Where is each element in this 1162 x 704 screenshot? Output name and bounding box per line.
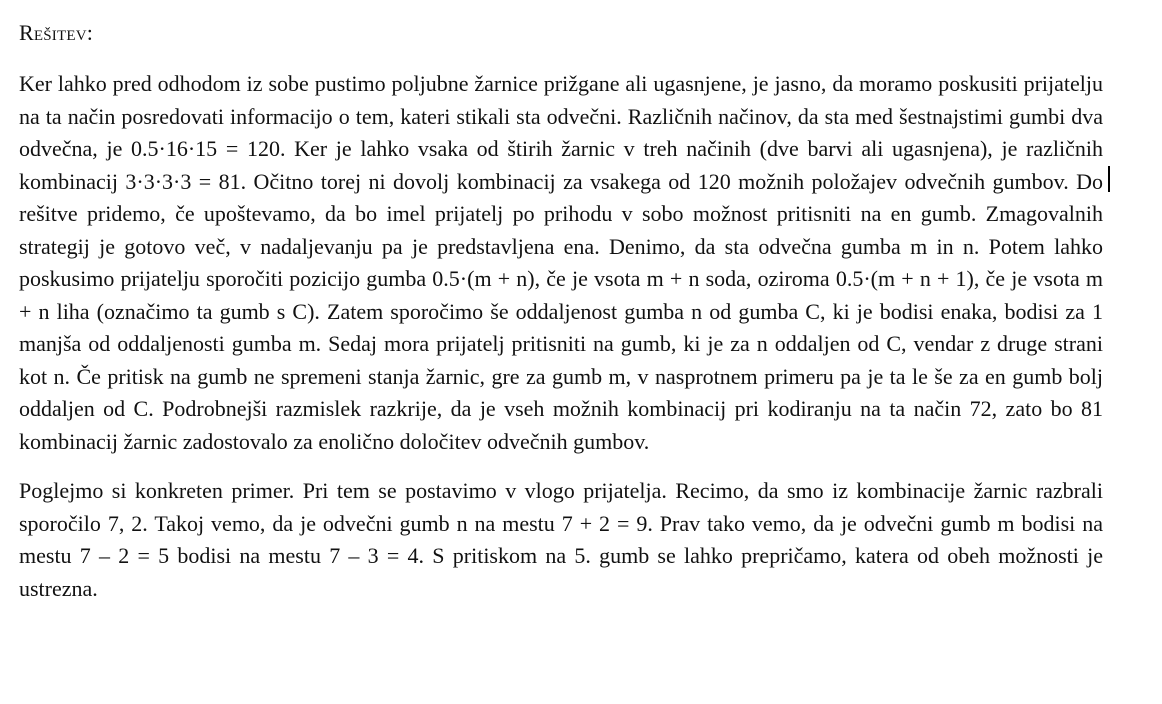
solution-heading [19,16,1103,50]
solution-heading-text: Rešitev: [19,20,94,45]
text-cursor [1108,166,1110,192]
solution-paragraph-explanation: Ker lahko pred odhodom iz sobe pustimo poljubne žarnice prižgane ali ugasnjene, je jasno, da moramo poskusiti prijatelju na ta način posredovati informacijo o tem, kateri stikali sta odvečni. Različnih načinov, da sta med šestnajstimi gumbi dva odvečna, je 0.5·16·15 = 120. Ker je lahko vsaka od štirih žarnic v treh načinih (dve barvi ali ugasnjena), je različnih kombinacij 3·3·3·3 = 81. Očitno torej ni dovolj kombinacij za vsakega od 120 možnih položajev odvečnih gumbov. Do rešitve pridemo, če upoštevamo, da bo imel prijatelj po prihodu v sobo možnost pritisniti na en gumb. Zmagovalnih strategij je gotovo več, v nadaljevanju pa je predstavljena ena. Denimo, da sta odvečna gumba m in n. Potem lahko poskusimo prijatelju sporočiti pozicijo gumba 0.5·(m + n), če je vsota m + n soda, oziroma 0.5·(m + n + 1), če je vsota m + n liha (označimo ta gumb s C). Zatem sporočimo še oddaljenost gumba n od gumba C, ki je bodisi enaka, bodisi za 1 manjša od oddaljenosti gumba m. Sedaj mora prijatelj pritisniti na gumb, ki je za n oddaljen od C, vendar z druge strani kot n. Če pritisk na gumb ne spremeni stanja žarnic, gre za gumb m, v nasprotnem primeru pa je ta le še za en gumb bolj oddaljen od C. Podrobnejši razmislek razkrije, da je vseh možnih kombinacij pri kodiranju na ta način 72, zato bo 81 kombinacij žarnic zadostovalo za enolično določitev odvečnih gumbov. [19,71,1103,454]
document-page [19,16,1103,605]
solution-paragraph-example: Poglejmo si konkreten primer. Pri tem se postavimo v vlogo prijatelja. Recimo, da smo iz kombinacije žarnic razbrali sporočilo 7, 2. Takoj vemo, da je odvečni gumb n na mestu 7 + 2 = 9. Prav tako vemo, da je odvečni gumb m bodisi na mestu 7 – 2 = 5 bodisi na mestu 7 – 3 = 4. S pritiskom na 5. gumb se lahko prepričamo, katera od obeh možnosti je ustrezna. [19,478,1103,601]
